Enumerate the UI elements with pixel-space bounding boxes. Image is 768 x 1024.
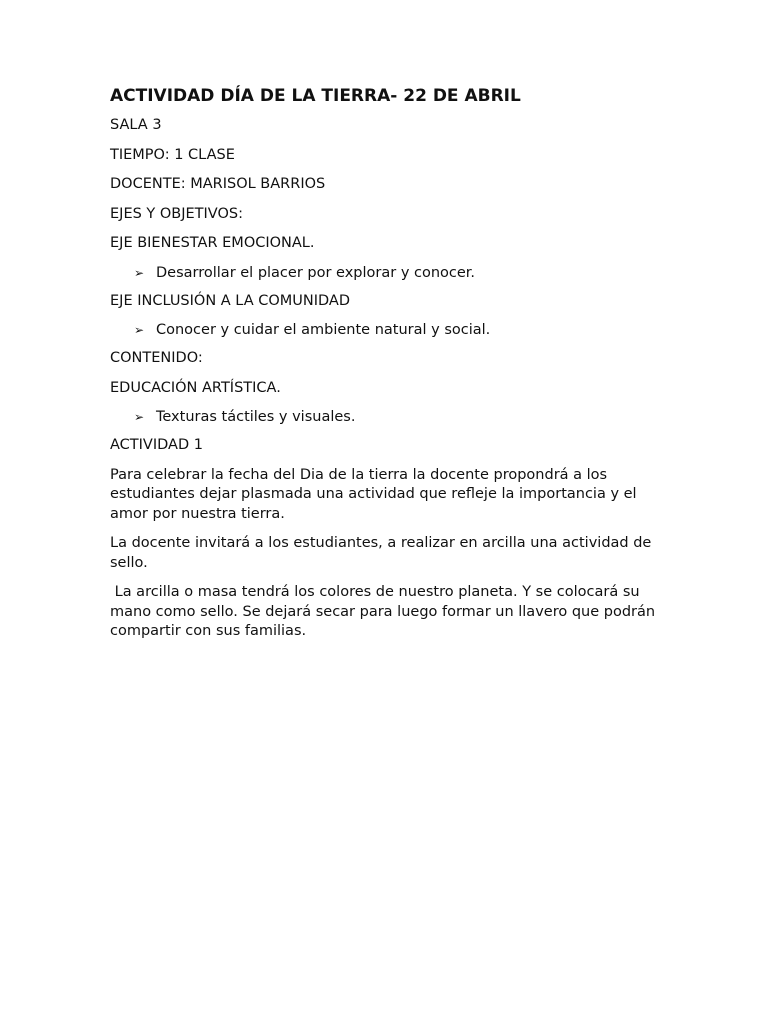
eje-bienestar: EJE BIENESTAR EMOCIONAL. — [110, 235, 315, 251]
eje-inclusion: EJE INCLUSIÓN A LA COMUNIDAD — [110, 292, 351, 309]
contenido-header: CONTENIDO: — [110, 350, 203, 366]
bullet-text: Desarrollar el placer por explorar y conocer. — [156, 264, 476, 281]
arrow-bullet-icon: ➢ — [134, 265, 145, 280]
docente-line: DOCENTE: MARISOL BARRIOS — [110, 176, 326, 192]
ejes-header: EJES Y OBJETIVOS: — [110, 205, 243, 222]
paragraph-2: La docente invitará a los estudiantes, a realizar en arcilla una actividad de sello. — [110, 535, 652, 571]
bullet-text: Conocer y cuidar el ambiente natural y social. — [156, 322, 491, 338]
bullet-text: Texturas táctiles y visuales. — [156, 409, 356, 425]
sala-line: SALA 3 — [110, 117, 162, 133]
paragraph-3: La arcilla o masa tendrá los colores de nuestro planeta. Y se colocará su mano como sello. Se dejará secar para luego formar un llavero que podrán compartir con sus familias. — [110, 584, 660, 639]
arrow-bullet-icon: ➢ — [134, 323, 145, 337]
arrow-bullet-icon: ➢ — [134, 410, 145, 424]
actividad-header: ACTIVIDAD 1 — [110, 437, 203, 453]
bullet-item — [110, 264, 656, 283]
educacion-artistica: EDUCACIÓN ARTÍSTICA. — [110, 379, 281, 396]
bullet-item — [110, 321, 656, 340]
document-title: ACTIVIDAD DÍA DE LA TIERRA- 22 DE ABRIL — [110, 86, 521, 106]
paragraph-1: Para celebrar la fecha del Dia de la tierra la docente propondrá a los estudiantes dejar plasmada una actividad que refleje la importancia y el amor por nuestra tierra. — [110, 466, 637, 522]
tiempo-line: TIEMPO: 1 CLASE — [110, 146, 235, 163]
bullet-item — [110, 408, 656, 427]
